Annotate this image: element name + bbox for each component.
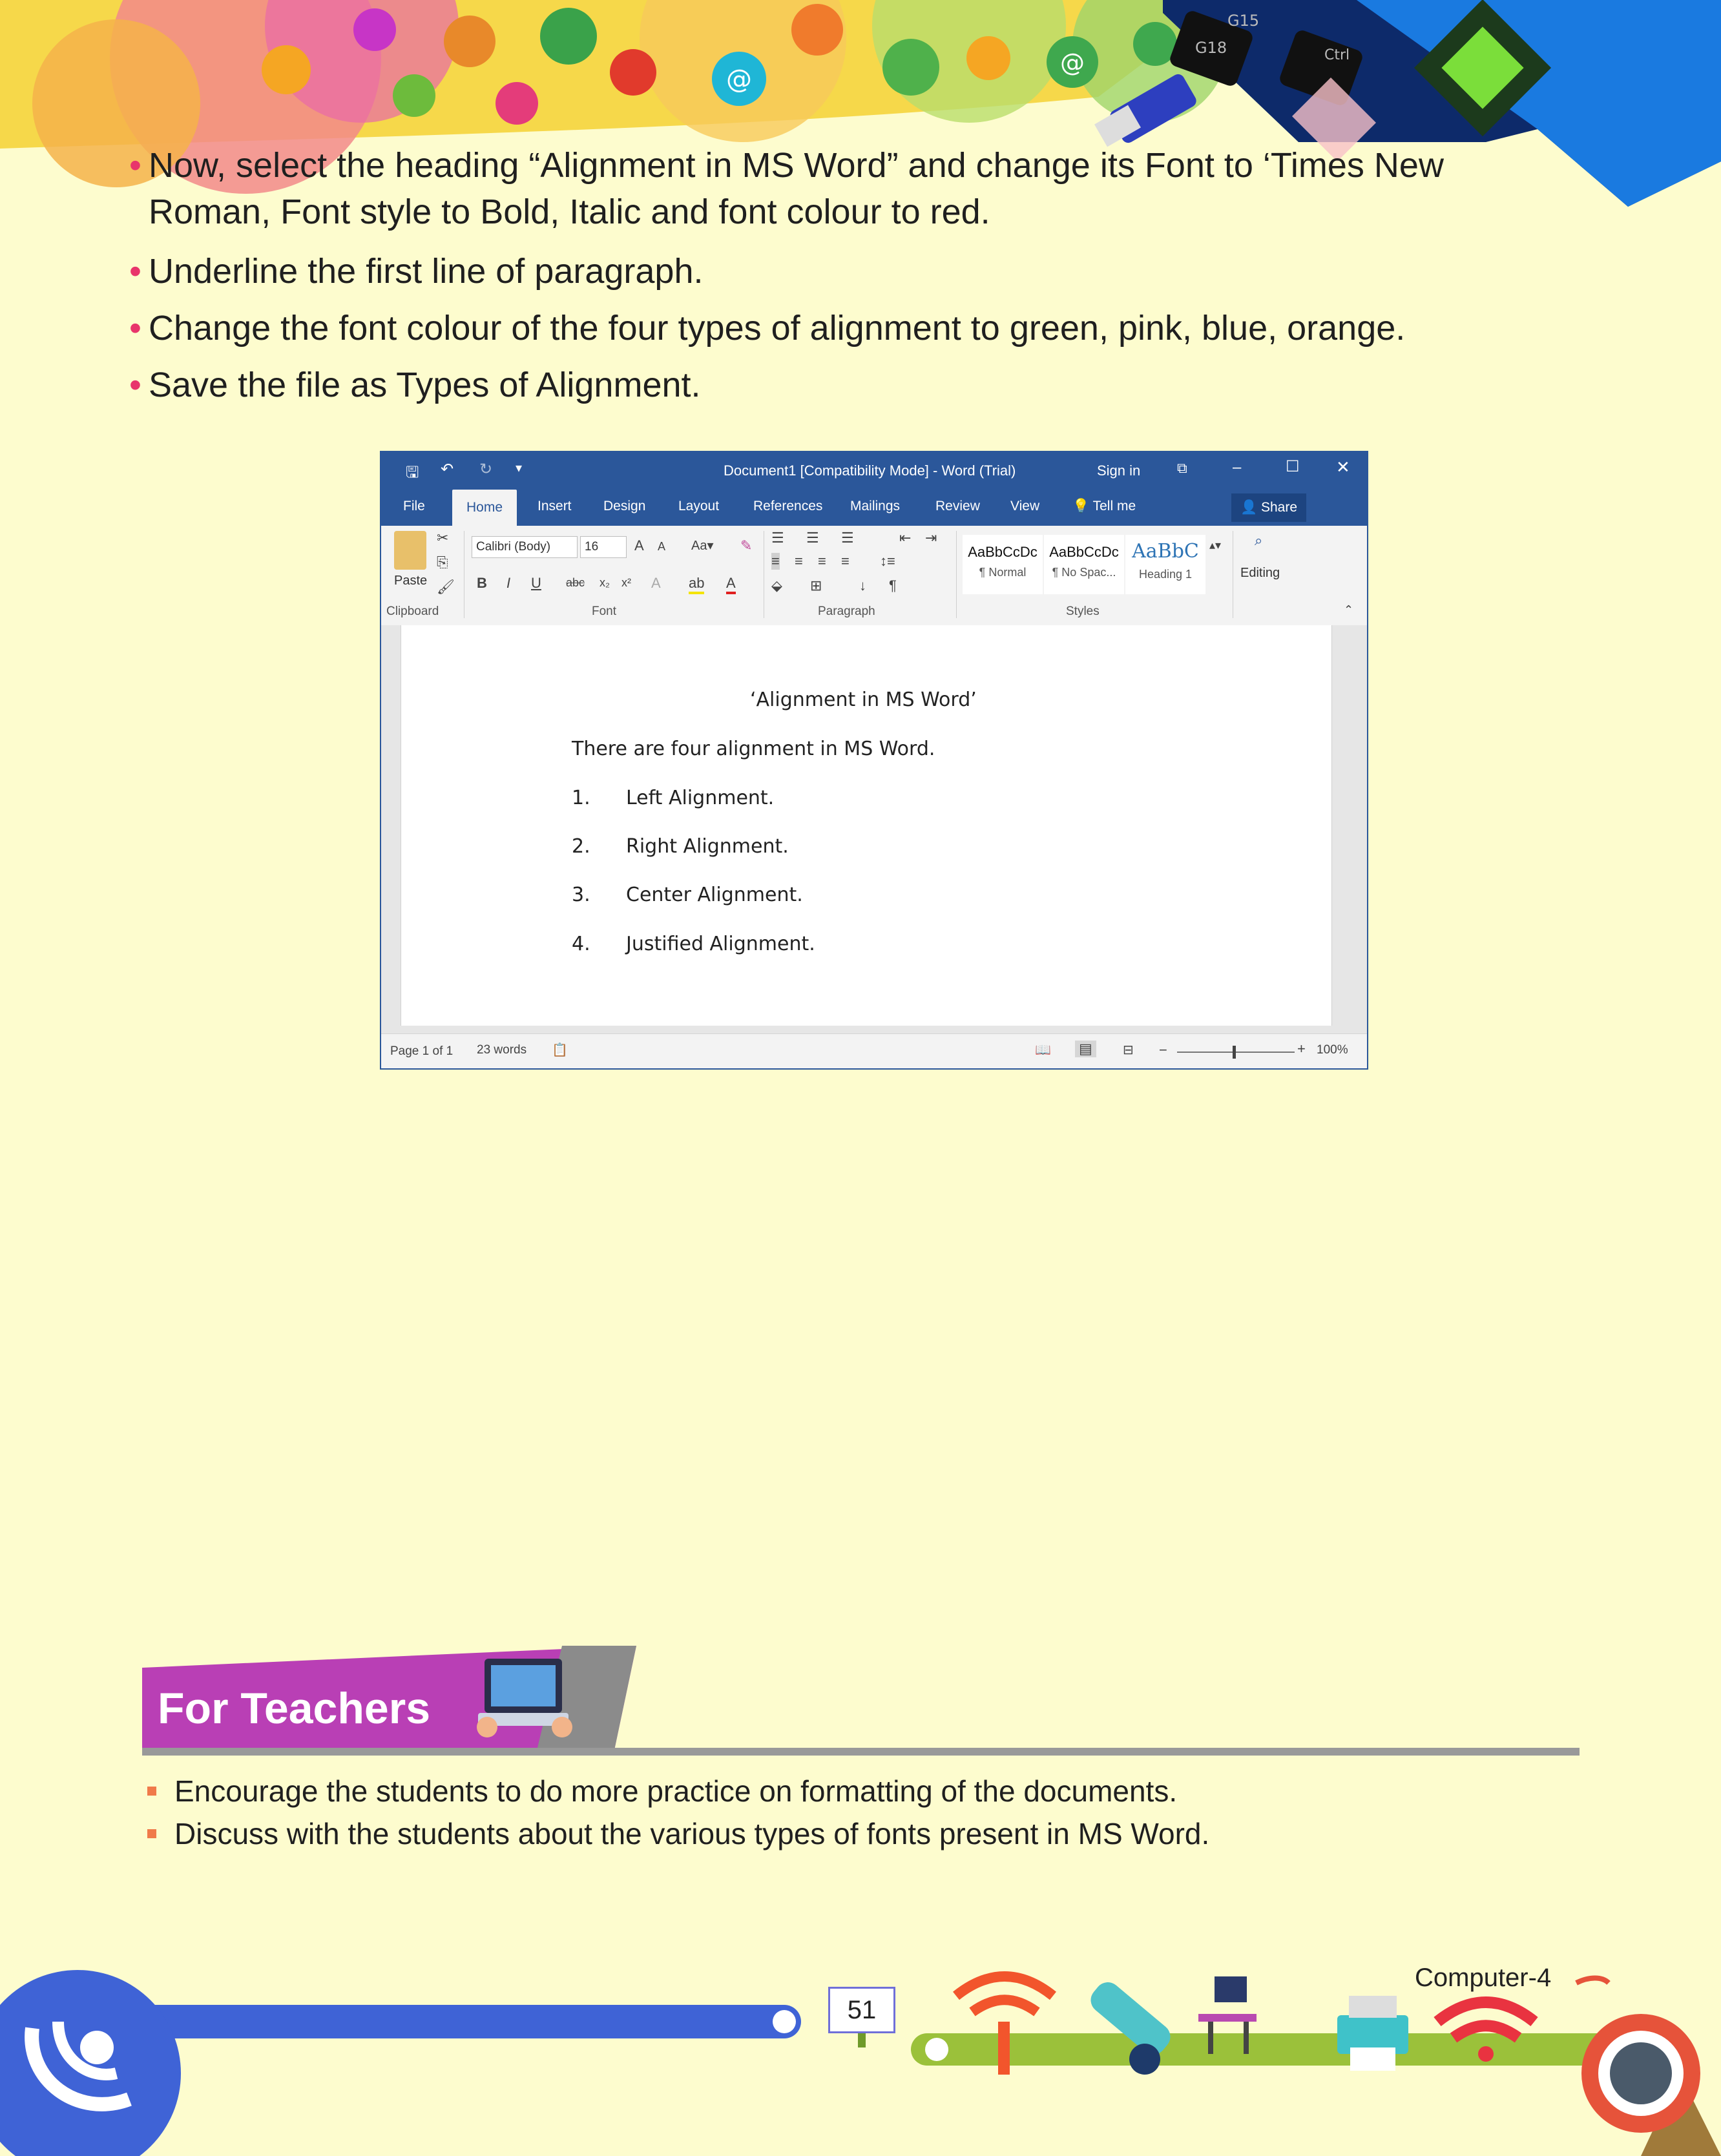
redo-icon[interactable]: ↻ [479, 461, 493, 478]
editing-button[interactable]: Editing [1240, 566, 1280, 580]
satellite-dish-icon [1576, 1978, 1721, 2156]
subscript-icon[interactable]: x₂ [600, 576, 610, 589]
tab-insert[interactable]: Insert [537, 499, 572, 513]
page-number-stand [858, 2033, 866, 2047]
svg-text:@: @ [726, 65, 752, 94]
share-button[interactable] [1231, 493, 1306, 522]
book-title: Computer-4 [1415, 1964, 1552, 1992]
group-font: Font [592, 605, 617, 618]
multilevel-list-icon[interactable]: ☰ [841, 530, 854, 546]
tab-review[interactable]: Review [935, 499, 980, 513]
lightbulb-icon: 💡 [1072, 499, 1090, 513]
show-marks-icon[interactable]: ¶ [889, 577, 897, 594]
instruction-text: Now, select the heading “Alignment in MS Word” and change its Font to ‘Times New [149, 146, 1444, 185]
change-case-icon[interactable]: Aa▾ [691, 539, 714, 553]
tell-me-label: Tell me [1092, 499, 1136, 513]
clear-formatting-icon[interactable]: ✎ [740, 537, 753, 554]
teacher-note-text: Discuss with the students about the various types of fonts present in MS Word. [174, 1817, 1210, 1850]
style-label: ¶ No Spac... [1052, 566, 1116, 579]
bullets-icon[interactable]: ☰ [771, 530, 784, 546]
page-number: 51 [828, 1987, 895, 2033]
font-name-box[interactable]: Calibri (Body) [472, 536, 578, 558]
style-heading-1[interactable] [1125, 535, 1205, 594]
list-number: 1. [572, 787, 590, 809]
share-label: Share [1261, 500, 1298, 515]
tab-view[interactable]: View [1010, 499, 1040, 513]
group-styles: Styles [1066, 605, 1100, 618]
paste-icon[interactable] [394, 531, 426, 570]
style-sample: AaBbCcDc [1049, 544, 1119, 560]
list-text: Justified Alignment. [626, 933, 815, 955]
list-number: 3. [572, 884, 590, 906]
tell-me-search[interactable] [1072, 499, 1136, 514]
numbering-icon[interactable]: ☰ [806, 530, 819, 546]
bullet: • [129, 252, 141, 291]
instruction-item [129, 248, 1570, 295]
minimize-icon[interactable]: – [1233, 459, 1242, 476]
for-teachers-title: For Teachers [158, 1684, 431, 1733]
text-effects-icon[interactable]: A [651, 575, 661, 591]
instruction-item [129, 362, 1570, 408]
print-layout-icon[interactable]: ▤ [1075, 1041, 1096, 1057]
instruction-text: Underline the first line of paragraph. [149, 252, 704, 291]
instruction-item [129, 305, 1570, 351]
doc-heading: ‘Alignment in MS Word’ [750, 689, 977, 711]
document-area [381, 625, 1367, 1033]
shading-icon[interactable]: ⬙ [771, 577, 782, 594]
zoom-in-icon[interactable]: + [1297, 1041, 1306, 1057]
format-painter-icon[interactable]: 🖌 [437, 579, 455, 595]
tab-references[interactable]: References [753, 499, 823, 513]
instruction-text: Roman, Font style to Bold, Italic and font colour to red. [149, 192, 990, 231]
group-clipboard: Clipboard [386, 605, 439, 618]
ribbon-display-icon[interactable]: ⧉ [1177, 460, 1187, 476]
style-label: ¶ Normal [979, 566, 1027, 579]
bullet-square [147, 1787, 156, 1796]
document-page[interactable] [401, 625, 1332, 1026]
list-number: 2. [572, 835, 590, 858]
tab-file[interactable]: File [403, 499, 425, 513]
style-sample: AaBbC [1132, 540, 1199, 563]
list-item [572, 884, 803, 906]
align-left-icon[interactable]: ≡ [771, 553, 780, 569]
svg-text:G18: G18 [1195, 39, 1227, 57]
zoom-slider[interactable] [1177, 1052, 1295, 1053]
word-window-screenshot [380, 451, 1368, 1070]
italic-icon[interactable]: I [506, 575, 511, 591]
word-count[interactable]: 23 words [477, 1043, 527, 1057]
undo-icon[interactable]: ↶ [441, 461, 454, 478]
teacher-note-text: Encourage the students to do more practice on formatting of the documents. [174, 1774, 1178, 1808]
list-number: 4. [572, 933, 590, 955]
close-icon[interactable]: ✕ [1336, 457, 1350, 477]
bold-icon[interactable]: B [477, 575, 487, 591]
line-spacing-icon[interactable]: ↕≡ [880, 553, 895, 569]
cut-icon[interactable]: ✂ [437, 530, 449, 546]
sign-in-link[interactable]: Sign in [1097, 462, 1141, 479]
instruction-text: Save the file as Types of Alignment. [149, 366, 701, 404]
decrease-indent-icon[interactable]: ⇤ [899, 530, 912, 546]
ribbon-tabs [381, 490, 1367, 526]
person-icon: 👤 [1240, 500, 1258, 515]
collapse-ribbon-icon[interactable]: ⌃ [1344, 603, 1354, 616]
font-size-box[interactable]: 16 [580, 536, 627, 558]
status-bar [381, 1033, 1367, 1070]
bullet: • [129, 146, 141, 185]
styles-scroll-icon[interactable]: ▴▾ [1209, 539, 1222, 552]
tab-home[interactable]: Home [452, 490, 517, 526]
proofing-icon[interactable]: 📋 [552, 1043, 568, 1057]
teacher-note [174, 1816, 1209, 1851]
section-rule [142, 1748, 1580, 1756]
style-no-spacing[interactable] [1044, 535, 1124, 594]
instruction-item [129, 142, 1570, 235]
strikethrough-icon[interactable]: abc [566, 576, 585, 589]
page-count[interactable]: Page 1 of 1 [390, 1044, 454, 1058]
increase-indent-icon[interactable]: ⇥ [925, 530, 937, 546]
paste-label[interactable]: Paste [394, 574, 428, 588]
bullet: • [129, 309, 141, 347]
list-text: Right Alignment. [626, 835, 789, 858]
group-divider [956, 531, 957, 618]
svg-text:Ctrl: Ctrl [1324, 47, 1350, 63]
shrink-font-icon[interactable]: A [658, 540, 666, 553]
superscript-icon[interactable]: x² [621, 576, 631, 589]
align-center-icon[interactable]: ≡ [795, 553, 803, 569]
customize-qat-icon[interactable]: ▾ [516, 461, 523, 475]
font-color-icon[interactable]: A [726, 575, 736, 594]
bullet-square [147, 1829, 156, 1838]
copy-icon[interactable]: ⎘ [437, 554, 448, 570]
style-normal[interactable] [963, 535, 1043, 594]
group-paragraph: Paragraph [818, 605, 875, 618]
borders-icon[interactable]: ⊞ [810, 577, 822, 594]
zoom-level[interactable]: 100% [1317, 1043, 1348, 1057]
sort-icon[interactable]: ↓ [859, 577, 866, 594]
list-text: Left Alignment. [626, 787, 775, 809]
save-icon[interactable]: 🖫 [406, 464, 419, 481]
zoom-slider-thumb[interactable] [1233, 1046, 1236, 1059]
justify-icon[interactable]: ≡ [841, 553, 850, 569]
tab-mailings[interactable]: Mailings [850, 499, 901, 513]
ribbon-home [381, 526, 1367, 626]
window-title: Document1 [Compatibility Mode] - Word (Trial) [724, 462, 1016, 479]
svg-text:@: @ [1060, 48, 1085, 77]
doc-intro: There are four alignment in MS Word. [572, 738, 935, 760]
list-item [572, 835, 789, 858]
zoom-out-icon[interactable]: − [1159, 1042, 1167, 1058]
read-mode-icon[interactable]: 📖 [1035, 1043, 1051, 1057]
svg-text:G15: G15 [1227, 12, 1260, 30]
align-right-icon[interactable]: ≡ [818, 553, 826, 569]
underline-icon[interactable]: U [531, 575, 541, 591]
list-text: Center Alignment. [626, 884, 803, 906]
maximize-icon[interactable]: ☐ [1286, 458, 1300, 475]
find-icon[interactable]: ⌕ [1255, 532, 1263, 548]
bullet: • [129, 366, 141, 404]
instruction-text: Change the font colour of the four types of alignment to green, pink, blue, orange. [149, 309, 1406, 347]
title-bar [381, 452, 1367, 490]
highlight-icon[interactable]: ab [689, 575, 704, 594]
tab-design[interactable]: Design [603, 499, 646, 513]
web-layout-icon[interactable]: ⊟ [1123, 1043, 1134, 1057]
teacher-note [174, 1774, 1177, 1809]
style-label: Heading 1 [1138, 568, 1193, 581]
tab-layout[interactable]: Layout [678, 499, 720, 513]
list-item [572, 933, 815, 955]
list-item [572, 787, 775, 809]
style-sample: AaBbCcDc [968, 544, 1038, 560]
grow-font-icon[interactable]: A [634, 537, 644, 554]
